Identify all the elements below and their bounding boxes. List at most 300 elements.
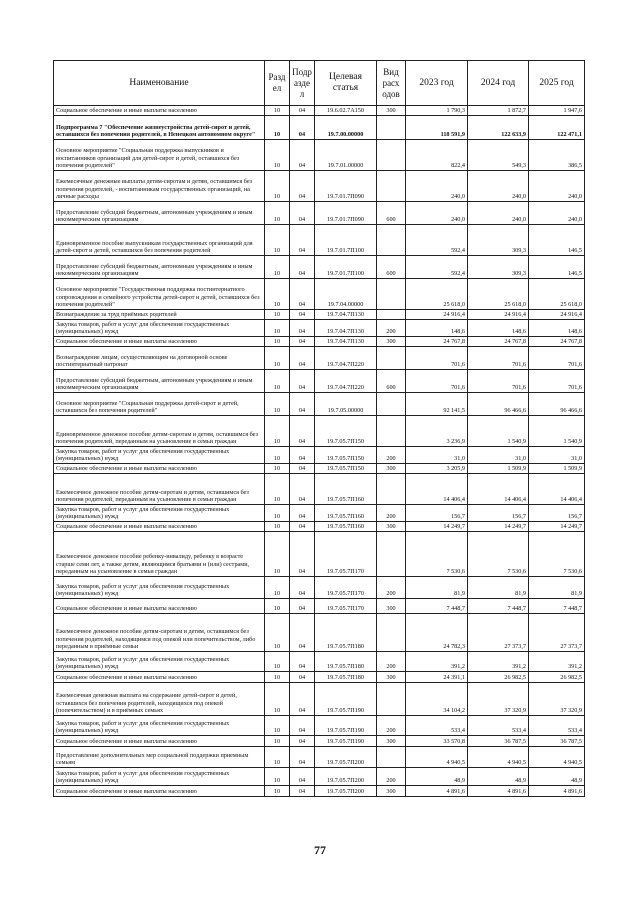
row-year-2023-cell: 701,6: [406, 347, 468, 370]
row-year-2023-cell: 391,2: [406, 652, 468, 672]
row-name-cell: Подпрограмма 7 "Обеспечение жизнеустройства детей-сирот и детей, оставшихся без попечения родителей, в Ненецком автономном округе": [54, 116, 265, 140]
row-podrazdel-cell: 04: [290, 577, 315, 599]
row-year-2024-cell: 549,3: [468, 140, 529, 171]
row-name-cell: Закупка товаров, работ и услуг для обеспечения государственных (муниципальных) нужд: [54, 652, 265, 672]
row-name-cell: Социальное обеспечение и иные выплаты населению: [54, 599, 265, 614]
row-expense-type-cell: 300: [377, 106, 406, 116]
row-razdel-cell: 10: [265, 140, 290, 171]
row-podrazdel-cell: 04: [290, 279, 315, 310]
row-year-2025-cell: 37 320,9: [529, 683, 585, 716]
row-year-2024-cell: 4 940,5: [468, 747, 529, 768]
table-row: [54, 116, 585, 140]
table-row: [54, 532, 585, 577]
row-razdel-cell: 10: [265, 747, 290, 768]
row-name-cell: Ежемесячные денежные выплаты детям-сиротам и детям, оставшимся без попечения родителей, - воспитанникам государственных организаций, на личные расходы: [54, 171, 265, 202]
row-expense-type-cell: 600: [377, 256, 406, 279]
row-expense-type-cell: 300: [377, 522, 406, 532]
row-year-2024-cell: 37 320,9: [468, 683, 529, 716]
row-year-2025-cell: 1 947,6: [529, 106, 585, 116]
row-year-2023-cell: 31,0: [406, 447, 468, 464]
row-year-2025-cell: 146,5: [529, 225, 585, 256]
row-podrazdel-cell: 04: [290, 683, 315, 716]
row-year-2025-cell: 146,5: [529, 256, 585, 279]
row-year-2023-cell: 14 249,7: [406, 522, 468, 532]
row-year-2025-cell: 27 373,7: [529, 614, 585, 652]
row-name-cell: Закупка товаров, работ и услуг для обеспечения государственных (муниципальных) нужд: [54, 577, 265, 599]
row-razdel-cell: 10: [265, 106, 290, 116]
table-row: [54, 464, 585, 474]
row-razdel-cell: 10: [265, 614, 290, 652]
table-header-row: [54, 61, 585, 106]
row-razdel-cell: 10: [265, 225, 290, 256]
row-year-2023-cell: 24 767,8: [406, 337, 468, 347]
header-year-2024: 2024 год: [468, 61, 529, 106]
row-year-2025-cell: 391,2: [529, 652, 585, 672]
header-razdel: Разд ел: [265, 61, 290, 106]
row-target-article-cell: 19.7.00.00000: [315, 116, 377, 140]
row-name-cell: Социальное обеспечение и иные выплаты населению: [54, 736, 265, 747]
table-row: [54, 171, 585, 202]
row-podrazdel-cell: 04: [290, 347, 315, 370]
row-name-cell: Ежемесячная денежная выплата на содержание детей-сирот и детей, оставшихся без попечения родителей, находящихся под опекой (попечительством) и в приёмных семьях: [54, 683, 265, 716]
row-target-article-cell: 19.7.05.7П200: [315, 768, 377, 786]
row-year-2023-cell: 148,6: [406, 320, 468, 337]
table-row: [54, 736, 585, 747]
row-podrazdel-cell: 04: [290, 522, 315, 532]
row-expense-type-cell: [377, 347, 406, 370]
row-razdel-cell: 10: [265, 464, 290, 474]
row-razdel-cell: 10: [265, 370, 290, 393]
row-year-2024-cell: 1 509,9: [468, 464, 529, 474]
row-name-cell: Социальное обеспечение и иные выплаты населению: [54, 786, 265, 797]
table-row: [54, 747, 585, 768]
row-target-article-cell: 19.7.04.7П130: [315, 320, 377, 337]
row-name-cell: Предоставление субсидий бюджетным, автономным учреждениям и иным некоммерческим организациям: [54, 256, 265, 279]
row-year-2023-cell: 592,4: [406, 256, 468, 279]
row-podrazdel-cell: 04: [290, 370, 315, 393]
table-row: [54, 416, 585, 447]
row-name-cell: Социальное обеспечение и иные выплаты населению: [54, 522, 265, 532]
row-year-2024-cell: 36 787,5: [468, 736, 529, 747]
row-razdel-cell: 10: [265, 279, 290, 310]
row-expense-type-cell: [377, 171, 406, 202]
row-razdel-cell: 10: [265, 310, 290, 320]
row-year-2025-cell: 701,6: [529, 347, 585, 370]
row-expense-type-cell: 300: [377, 786, 406, 797]
header-year-2023: 2023 год: [406, 61, 468, 106]
row-target-article-cell: 19.7.05.7П200: [315, 747, 377, 768]
row-podrazdel-cell: 04: [290, 310, 315, 320]
row-podrazdel-cell: 04: [290, 393, 315, 416]
table-row: [54, 202, 585, 225]
row-year-2023-cell: 822,4: [406, 140, 468, 171]
row-target-article-cell: 19.7.01.00000: [315, 140, 377, 171]
header-target-article: Целевая статья: [315, 61, 377, 106]
row-podrazdel-cell: 04: [290, 256, 315, 279]
row-podrazdel-cell: 04: [290, 672, 315, 683]
row-year-2023-cell: 24 782,3: [406, 614, 468, 652]
row-target-article-cell: 19.7.01.7П100: [315, 225, 377, 256]
row-target-article-cell: 19.7.04.7П130: [315, 337, 377, 347]
table-row: [54, 652, 585, 672]
row-year-2024-cell: 24 767,8: [468, 337, 529, 347]
row-razdel-cell: 10: [265, 256, 290, 279]
row-year-2023-cell: 24 916,4: [406, 310, 468, 320]
row-year-2023-cell: 3 205,9: [406, 464, 468, 474]
row-razdel-cell: 10: [265, 474, 290, 505]
row-podrazdel-cell: 04: [290, 464, 315, 474]
row-year-2024-cell: 701,6: [468, 370, 529, 393]
row-razdel-cell: 10: [265, 347, 290, 370]
table-row: [54, 140, 585, 171]
row-year-2024-cell: 240,0: [468, 171, 529, 202]
row-podrazdel-cell: 04: [290, 599, 315, 614]
table-row: [54, 768, 585, 786]
row-razdel-cell: 10: [265, 672, 290, 683]
row-year-2023-cell: 24 391,1: [406, 672, 468, 683]
row-podrazdel-cell: 04: [290, 202, 315, 225]
row-target-article-cell: 19.7.05.7П180: [315, 672, 377, 683]
row-expense-type-cell: 300: [377, 337, 406, 347]
table-row: [54, 505, 585, 522]
row-podrazdel-cell: 04: [290, 768, 315, 786]
row-razdel-cell: 10: [265, 683, 290, 716]
row-target-article-cell: 19.7.05.7П160: [315, 522, 377, 532]
table-row: [54, 310, 585, 320]
row-name-cell: Ежемесячное денежное пособие детям-сиротам и детям, оставшимся без попечения родителей, переданным на усыновление в семьи граждан: [54, 474, 265, 505]
row-year-2024-cell: 31,0: [468, 447, 529, 464]
table-row: [54, 599, 585, 614]
row-expense-type-cell: 300: [377, 599, 406, 614]
table-body: [54, 106, 585, 797]
row-year-2025-cell: 122 471,1: [529, 116, 585, 140]
row-razdel-cell: 10: [265, 337, 290, 347]
row-expense-type-cell: [377, 225, 406, 256]
row-year-2024-cell: 148,6: [468, 320, 529, 337]
row-year-2025-cell: 1 540,9: [529, 416, 585, 447]
table-row: [54, 256, 585, 279]
row-year-2023-cell: 48,9: [406, 768, 468, 786]
row-year-2023-cell: 34 104,2: [406, 683, 468, 716]
row-razdel-cell: 10: [265, 532, 290, 577]
row-razdel-cell: 10: [265, 447, 290, 464]
row-year-2023-cell: 4 940,5: [406, 747, 468, 768]
row-year-2025-cell: 24 916,4: [529, 310, 585, 320]
row-expense-type-cell: 200: [377, 577, 406, 599]
row-name-cell: Основное мероприятие "Социальная поддержка выпускников и воспитанников организаций для детей-сирот и детей, оставшихся без попечения родителей": [54, 140, 265, 171]
row-year-2025-cell: 533,4: [529, 716, 585, 736]
table-row: [54, 474, 585, 505]
row-year-2025-cell: 48,9: [529, 768, 585, 786]
row-razdel-cell: 10: [265, 116, 290, 140]
table-row: [54, 683, 585, 716]
row-year-2023-cell: 7 530,6: [406, 532, 468, 577]
row-year-2024-cell: 391,2: [468, 652, 529, 672]
row-podrazdel-cell: 04: [290, 614, 315, 652]
row-razdel-cell: 10: [265, 320, 290, 337]
row-podrazdel-cell: 04: [290, 320, 315, 337]
row-year-2024-cell: 25 618,0: [468, 279, 529, 310]
row-year-2025-cell: 96 466,6: [529, 393, 585, 416]
row-year-2023-cell: 7 448,7: [406, 599, 468, 614]
row-razdel-cell: 10: [265, 768, 290, 786]
row-year-2024-cell: 48,9: [468, 768, 529, 786]
row-name-cell: Единовременное денежное пособие детям-сиротам и детям, оставшимся без попечения родителей, переданным на усыновление в семьи граждан: [54, 416, 265, 447]
row-expense-type-cell: 200: [377, 768, 406, 786]
row-podrazdel-cell: 04: [290, 532, 315, 577]
row-target-article-cell: 19.7.05.7П200: [315, 786, 377, 797]
row-year-2025-cell: 25 618,0: [529, 279, 585, 310]
row-expense-type-cell: [377, 140, 406, 171]
row-razdel-cell: 10: [265, 171, 290, 202]
row-year-2025-cell: 4 891,6: [529, 786, 585, 797]
row-razdel-cell: 10: [265, 202, 290, 225]
row-name-cell: Предоставление субсидий бюджетным, автономным учреждениям и иным некоммерческим организациям: [54, 202, 265, 225]
table-row: [54, 447, 585, 464]
row-name-cell: Основное мероприятие "Государственная поддержка постинтернатного сопровождения и семейного устройства детей-сирот и детей, оставшихся без попечения родителей": [54, 279, 265, 310]
row-target-article-cell: 19.7.05.7П150: [315, 464, 377, 474]
row-razdel-cell: 10: [265, 716, 290, 736]
table-row: [54, 786, 585, 797]
table-row: [54, 337, 585, 347]
row-target-article-cell: 19.7.05.7П150: [315, 416, 377, 447]
row-target-article-cell: 19.7.05.7П190: [315, 683, 377, 716]
row-year-2023-cell: 3 236,9: [406, 416, 468, 447]
row-target-article-cell: 19.7.05.7П160: [315, 474, 377, 505]
row-name-cell: Единовременное пособие выпускникам государственных организаций для детей-сирот и детей, оставшихся без попечения родителей: [54, 225, 265, 256]
row-name-cell: Ежемесячное денежное пособие детям-сиротам и детям, оставшимся без попечения родителей, находящимся под опекой или попечительством, либо переданным в приёмные семьи: [54, 614, 265, 652]
row-year-2025-cell: 36 787,5: [529, 736, 585, 747]
row-razdel-cell: 10: [265, 736, 290, 747]
row-name-cell: Закупка товаров, работ и услуг для обеспечения государственных (муниципальных) нужд: [54, 447, 265, 464]
row-year-2025-cell: 386,5: [529, 140, 585, 171]
row-year-2024-cell: 14 249,7: [468, 522, 529, 532]
table-row: [54, 393, 585, 416]
row-year-2024-cell: 4 891,6: [468, 786, 529, 797]
row-year-2024-cell: 533,4: [468, 716, 529, 736]
row-year-2025-cell: 1 509,9: [529, 464, 585, 474]
table-row: [54, 279, 585, 310]
row-year-2024-cell: 240,0: [468, 202, 529, 225]
row-name-cell: Вознаграждение за труд приёмных родителей: [54, 310, 265, 320]
row-target-article-cell: 19.7.05.7П160: [315, 505, 377, 522]
row-name-cell: Закупка товаров, работ и услуг для обеспечения государственных (муниципальных) нужд: [54, 320, 265, 337]
row-year-2024-cell: 96 466,6: [468, 393, 529, 416]
row-year-2023-cell: 81,9: [406, 577, 468, 599]
row-podrazdel-cell: 04: [290, 171, 315, 202]
row-year-2025-cell: 156,7: [529, 505, 585, 522]
row-name-cell: Предоставление субсидий бюджетным, автономным учреждениям и иным некоммерческим организациям: [54, 370, 265, 393]
row-target-article-cell: 19.7.01.7П090: [315, 202, 377, 225]
row-expense-type-cell: [377, 310, 406, 320]
row-expense-type-cell: [377, 416, 406, 447]
row-year-2025-cell: 81,9: [529, 577, 585, 599]
row-expense-type-cell: [377, 393, 406, 416]
row-target-article-cell: 19.7.05.7П180: [315, 652, 377, 672]
row-expense-type-cell: 200: [377, 505, 406, 522]
row-podrazdel-cell: 04: [290, 106, 315, 116]
row-name-cell: Социальное обеспечение и иные выплаты населению: [54, 464, 265, 474]
row-expense-type-cell: 200: [377, 716, 406, 736]
row-year-2024-cell: 1 540,9: [468, 416, 529, 447]
row-year-2025-cell: 4 940,5: [529, 747, 585, 768]
header-podrazdel: Подр азде л: [290, 61, 315, 106]
row-name-cell: Социальное обеспечение и иные выплаты населению: [54, 106, 265, 116]
budget-table-sheet: [53, 60, 584, 797]
row-target-article-cell: 19.6.02.7A150: [315, 106, 377, 116]
row-year-2025-cell: 240,0: [529, 202, 585, 225]
row-year-2025-cell: 7 448,7: [529, 599, 585, 614]
row-expense-type-cell: [377, 614, 406, 652]
table-row: [54, 522, 585, 532]
page-number: 77: [314, 843, 326, 857]
row-target-article-cell: 19.7.05.7П150: [315, 447, 377, 464]
row-name-cell: Основное мероприятие "Социальная поддержка детей-сирот и детей, оставшихся без попечения родителей": [54, 393, 265, 416]
row-year-2025-cell: 31,0: [529, 447, 585, 464]
row-year-2023-cell: 1 790,3: [406, 106, 468, 116]
row-expense-type-cell: [377, 279, 406, 310]
row-podrazdel-cell: 04: [290, 716, 315, 736]
row-year-2024-cell: 26 982,5: [468, 672, 529, 683]
row-year-2023-cell: 240,0: [406, 171, 468, 202]
row-year-2025-cell: 701,6: [529, 370, 585, 393]
row-name-cell: Предоставление дополнительных мер социальной поддержки приемным семьям: [54, 747, 265, 768]
row-target-article-cell: 19.7.01.7П090: [315, 171, 377, 202]
row-year-2025-cell: 14 406,4: [529, 474, 585, 505]
row-target-article-cell: 19.7.05.00000: [315, 393, 377, 416]
row-year-2025-cell: 240,0: [529, 171, 585, 202]
row-name-cell: Закупка товаров, работ и услуг для обеспечения государственных (муниципальных) нужд: [54, 505, 265, 522]
row-target-article-cell: 19.7.05.7П170: [315, 577, 377, 599]
table-row: [54, 672, 585, 683]
row-target-article-cell: 19.7.04.7П220: [315, 370, 377, 393]
table-row: [54, 225, 585, 256]
row-year-2023-cell: 92 141,5: [406, 393, 468, 416]
row-razdel-cell: 10: [265, 416, 290, 447]
row-podrazdel-cell: 04: [290, 652, 315, 672]
row-razdel-cell: 10: [265, 599, 290, 614]
row-podrazdel-cell: 04: [290, 447, 315, 464]
row-expense-type-cell: 600: [377, 370, 406, 393]
row-expense-type-cell: [377, 747, 406, 768]
row-year-2023-cell: 156,7: [406, 505, 468, 522]
row-expense-type-cell: [377, 683, 406, 716]
row-target-article-cell: 19.7.04.7П130: [315, 310, 377, 320]
row-target-article-cell: 19.7.05.7П170: [315, 599, 377, 614]
budget-table: [53, 60, 585, 797]
row-razdel-cell: 10: [265, 505, 290, 522]
table-row: [54, 320, 585, 337]
row-year-2024-cell: 24 916,4: [468, 310, 529, 320]
row-expense-type-cell: 300: [377, 736, 406, 747]
row-name-cell: Закупка товаров, работ и услуг для обеспечения государственных (муниципальных) нужд: [54, 716, 265, 736]
row-year-2023-cell: 118 591,9: [406, 116, 468, 140]
row-year-2023-cell: 4 891,6: [406, 786, 468, 797]
row-year-2024-cell: 81,9: [468, 577, 529, 599]
row-expense-type-cell: [377, 474, 406, 505]
row-year-2023-cell: 592,4: [406, 225, 468, 256]
table-row: [54, 577, 585, 599]
row-razdel-cell: 10: [265, 393, 290, 416]
row-target-article-cell: 19.7.04.7П220: [315, 347, 377, 370]
row-name-cell: Социальное обеспечение и иные выплаты населению: [54, 337, 265, 347]
row-name-cell: Закупка товаров, работ и услуг для обеспечения государственных (муниципальных) нужд: [54, 768, 265, 786]
row-year-2025-cell: 7 530,6: [529, 532, 585, 577]
row-razdel-cell: 10: [265, 522, 290, 532]
row-expense-type-cell: [377, 532, 406, 577]
row-expense-type-cell: [377, 116, 406, 140]
row-podrazdel-cell: 04: [290, 505, 315, 522]
row-year-2023-cell: 33 570,8: [406, 736, 468, 747]
row-name-cell: Ежемесячное денежное пособие ребенку-инвалиду, ребенку в возрасте старше семи лет, а также детям, являющимся братьями и (или) сестрами, переданным на усыновление в семьи граждан: [54, 532, 265, 577]
row-target-article-cell: 19.7.01.7П100: [315, 256, 377, 279]
row-expense-type-cell: 600: [377, 202, 406, 225]
row-target-article-cell: 19.7.05.7П190: [315, 736, 377, 747]
row-podrazdel-cell: 04: [290, 786, 315, 797]
row-podrazdel-cell: 04: [290, 736, 315, 747]
row-year-2024-cell: 701,6: [468, 347, 529, 370]
row-year-2023-cell: 14 406,4: [406, 474, 468, 505]
row-year-2024-cell: 156,7: [468, 505, 529, 522]
row-target-article-cell: 19.7.05.7П180: [315, 614, 377, 652]
row-year-2025-cell: 148,6: [529, 320, 585, 337]
row-razdel-cell: 10: [265, 786, 290, 797]
row-year-2025-cell: 26 982,5: [529, 672, 585, 683]
row-expense-type-cell: 200: [377, 447, 406, 464]
row-year-2024-cell: 14 406,4: [468, 474, 529, 505]
row-year-2025-cell: 14 249,7: [529, 522, 585, 532]
table-row: [54, 347, 585, 370]
table-row: [54, 106, 585, 116]
row-podrazdel-cell: 04: [290, 416, 315, 447]
row-expense-type-cell: 200: [377, 320, 406, 337]
header-name: Наименование: [54, 61, 265, 106]
table-row: [54, 716, 585, 736]
row-expense-type-cell: 300: [377, 672, 406, 683]
row-year-2024-cell: 309,3: [468, 225, 529, 256]
row-razdel-cell: 10: [265, 577, 290, 599]
row-podrazdel-cell: 04: [290, 337, 315, 347]
row-year-2024-cell: 1 872,7: [468, 106, 529, 116]
table-row: [54, 614, 585, 652]
header-year-2025: 2025 год: [529, 61, 585, 106]
row-year-2024-cell: 27 373,7: [468, 614, 529, 652]
row-podrazdel-cell: 04: [290, 116, 315, 140]
row-year-2024-cell: 7 530,6: [468, 532, 529, 577]
header-expense-type: Вид расх одов: [377, 61, 406, 106]
table-row: [54, 370, 585, 393]
row-year-2024-cell: 309,3: [468, 256, 529, 279]
row-year-2023-cell: 25 618,0: [406, 279, 468, 310]
row-podrazdel-cell: 04: [290, 747, 315, 768]
row-podrazdel-cell: 04: [290, 225, 315, 256]
row-year-2023-cell: 240,0: [406, 202, 468, 225]
row-name-cell: Вознаграждение лицам, осуществляющим на договорной основе постинтернатный патронат: [54, 347, 265, 370]
row-year-2023-cell: 701,6: [406, 370, 468, 393]
row-year-2024-cell: 7 448,7: [468, 599, 529, 614]
row-podrazdel-cell: 04: [290, 474, 315, 505]
row-name-cell: Социальное обеспечение и иные выплаты населению: [54, 672, 265, 683]
row-podrazdel-cell: 04: [290, 140, 315, 171]
row-target-article-cell: 19.7.05.7П170: [315, 532, 377, 577]
row-target-article-cell: 19.7.05.7П190: [315, 716, 377, 736]
row-year-2025-cell: 24 767,8: [529, 337, 585, 347]
row-expense-type-cell: 300: [377, 464, 406, 474]
row-year-2024-cell: 122 633,9: [468, 116, 529, 140]
row-target-article-cell: 19.7.04.00000: [315, 279, 377, 310]
row-razdel-cell: 10: [265, 652, 290, 672]
row-expense-type-cell: 200: [377, 652, 406, 672]
